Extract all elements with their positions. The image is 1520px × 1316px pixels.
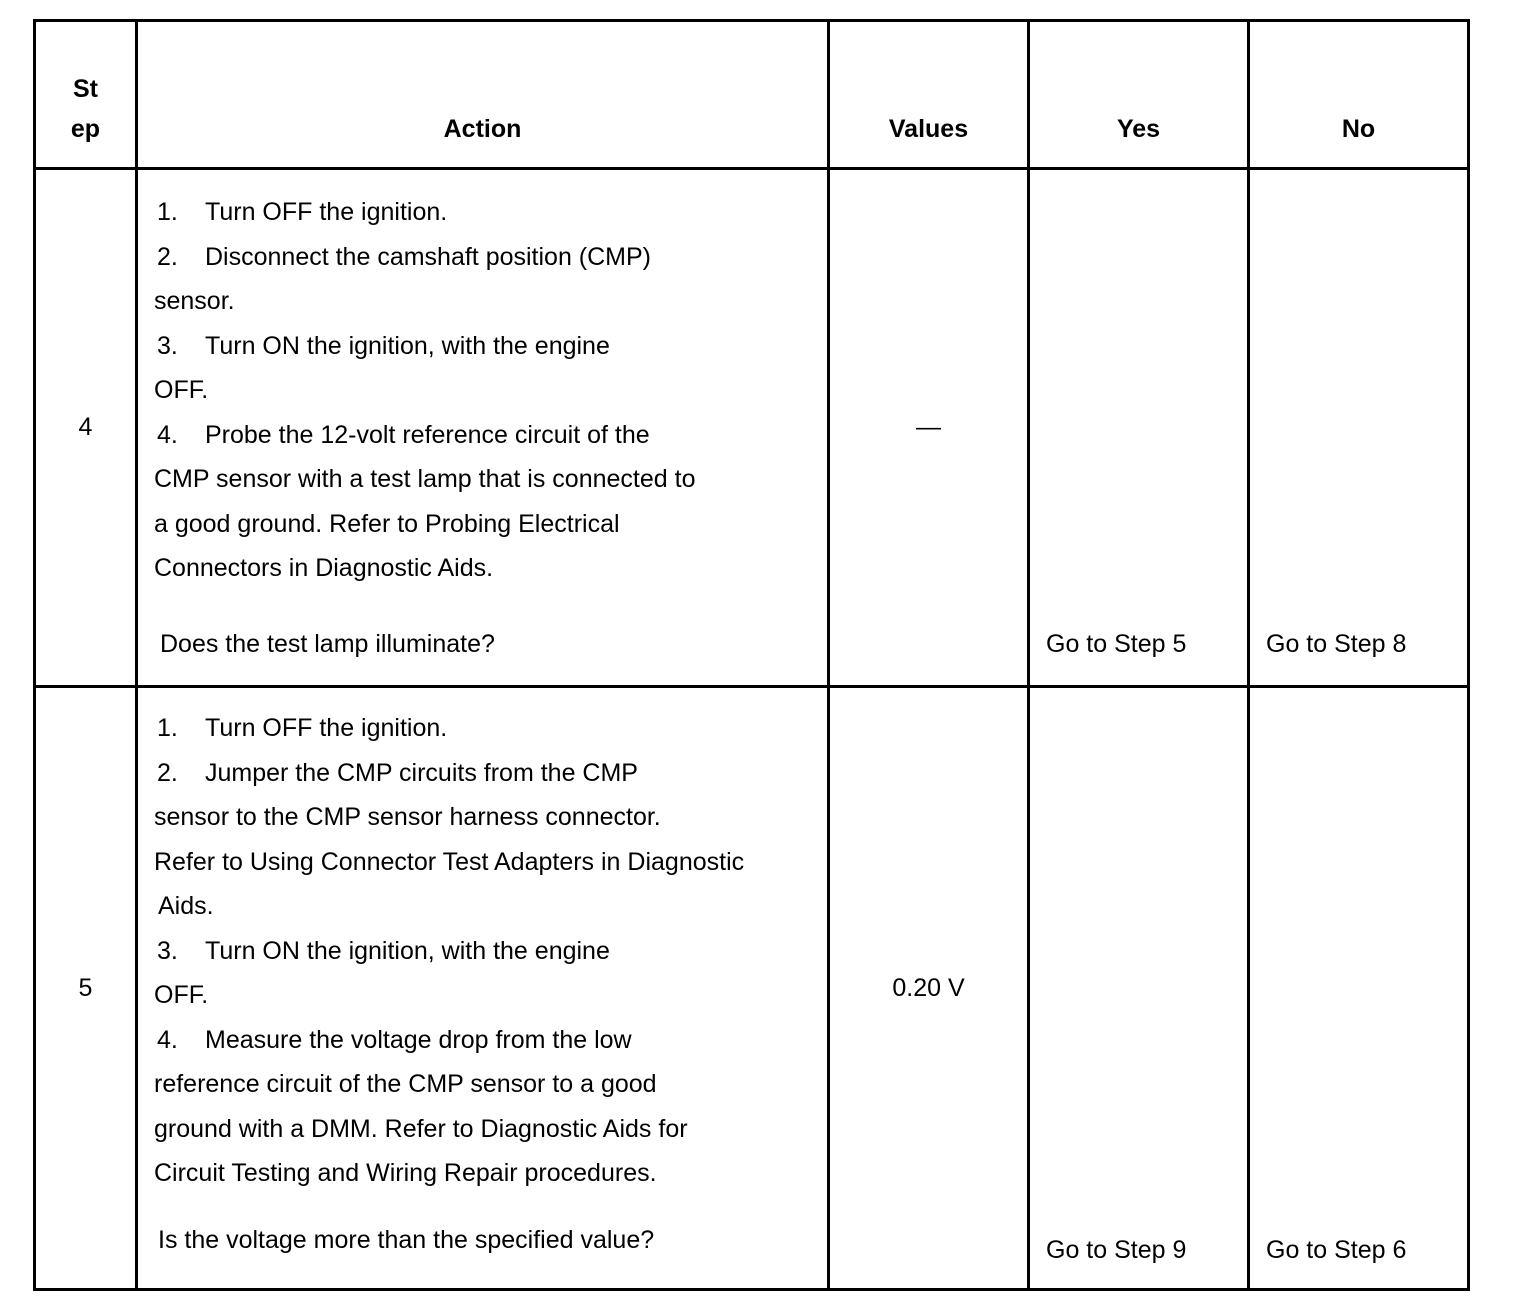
step-header (35, 21, 137, 169)
values-header: Values (829, 21, 1029, 169)
value-cell: 0.20 V (829, 687, 1029, 1290)
action-continuation: Refer to Using Connector Test Adapters in Diagnostic (154, 847, 745, 876)
action-item: 2. Disconnect the camshaft position (CMP) (157, 242, 652, 271)
action-continuation: ground with a DMM. Refer to Diagnostic Aids for (154, 1114, 688, 1143)
no-header: No (1249, 21, 1469, 169)
value-cell: — (829, 169, 1029, 687)
step-number: 5 (35, 687, 137, 1290)
action-continuation: a good ground. Refer to Probing Electrical (154, 509, 620, 538)
table-row-step-4 (35, 169, 1469, 687)
action-continuation: OFF. (154, 981, 209, 1009)
yes-cell (1029, 169, 1249, 687)
no-result: Go to Step 6 (1266, 1236, 1407, 1264)
yes-result: Go to Step 9 (1046, 1236, 1187, 1264)
action-continuation: CMP sensor with a test lamp that is connected to (154, 465, 696, 493)
action-continuation: reference circuit of the CMP sensor to a good (154, 1070, 657, 1098)
action-cell (137, 687, 829, 1290)
action-continuation: sensor. (154, 287, 235, 315)
action-list (138, 688, 827, 1196)
header-row (35, 21, 1469, 169)
no-result: Go to Step 8 (1266, 630, 1407, 658)
action-continuation: Aids. (158, 892, 214, 920)
action-item: 1. Turn OFF the ignition. (157, 714, 448, 742)
question-text: Is the voltage more than the specified value? (158, 1226, 655, 1254)
step-number: 4 (35, 169, 137, 687)
yes-cell (1029, 687, 1249, 1290)
action-item: 4. Probe the 12-volt reference circuit of the (157, 420, 650, 449)
action-continuation: Connectors in Diagnostic Aids. (154, 554, 494, 582)
diagnostic-table (33, 19, 1470, 1291)
action-list (138, 170, 827, 591)
action-continuation: sensor to the CMP sensor harness connector. (154, 803, 661, 831)
action-item: 1. Turn OFF the ignition. (157, 198, 448, 226)
yes-header: Yes (1029, 21, 1249, 169)
table-row-step-5 (35, 687, 1469, 1290)
yes-result: Go to Step 5 (1046, 630, 1187, 658)
action-continuation: Circuit Testing and Wiring Repair procedures. (154, 1159, 657, 1187)
no-cell (1249, 169, 1469, 687)
step-header-line2: ep (70, 115, 101, 143)
action-item: 3. Turn ON the ignition, with the engine (157, 331, 610, 360)
action-item: 3. Turn ON the ignition, with the engine (157, 936, 610, 965)
action-cell (137, 169, 829, 687)
action-header: Action (137, 21, 829, 169)
no-cell (1249, 687, 1469, 1290)
action-continuation: OFF. (154, 376, 209, 404)
action-item: 2. Jumper the CMP circuits from the CMP (157, 758, 638, 787)
step-header-line1: St (73, 75, 98, 103)
action-item: 4. Measure the voltage drop from the low (157, 1025, 632, 1054)
question-text: Does the test lamp illuminate? (160, 630, 495, 658)
